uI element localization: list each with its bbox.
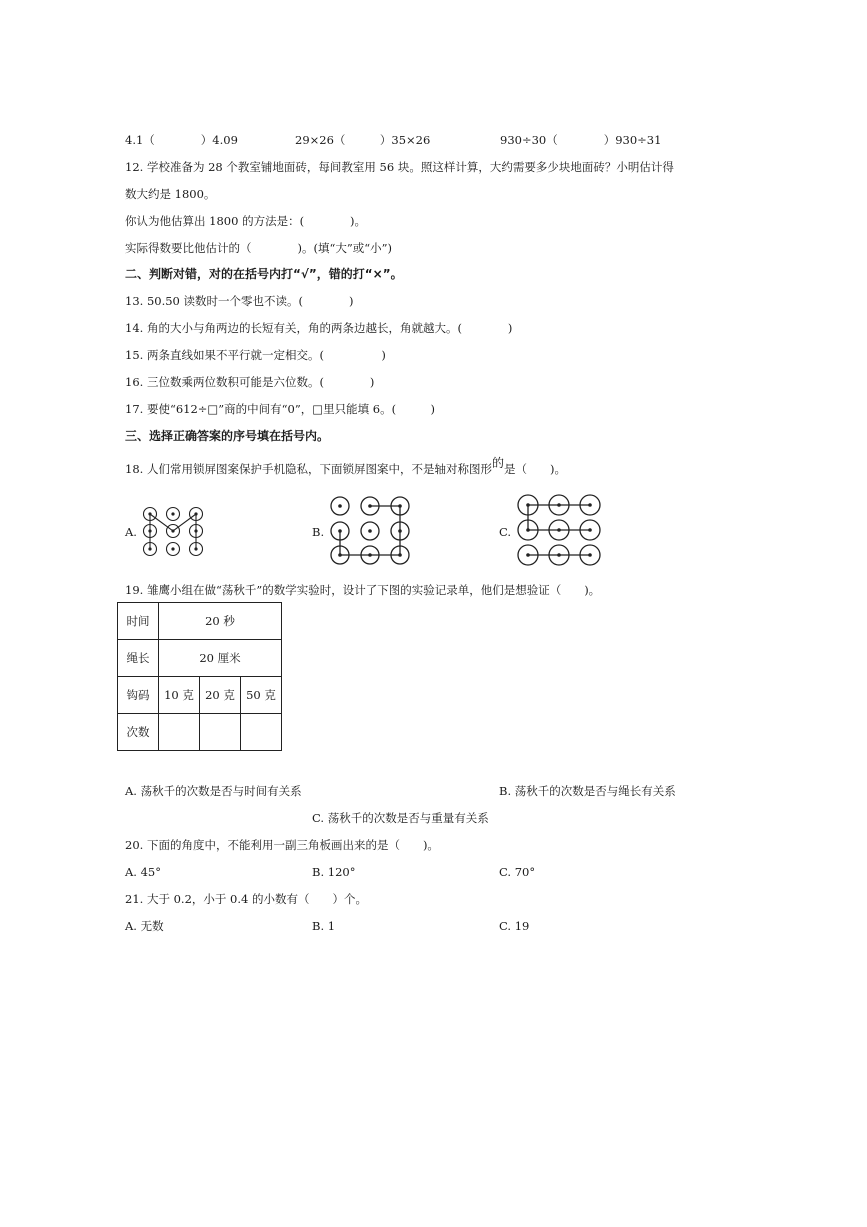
q20-option-b: B. 120° [312, 865, 356, 879]
table-cell [241, 714, 282, 751]
q18-option-a-label: A. [125, 525, 137, 539]
table-cell [200, 714, 241, 751]
table-cell: 绳长 [118, 640, 159, 677]
table-cell: 20 克 [200, 677, 241, 714]
q11-compare-a: 4.1（ ）4.09 [125, 133, 238, 147]
lock-pattern-c [516, 493, 608, 567]
q19-option-b: B. 荡秋千的次数是否与绳长有关系 [499, 784, 676, 798]
q11-compare-c: 930÷30（ ）930÷31 [500, 133, 662, 147]
q21-option-b: B. 1 [312, 919, 336, 933]
table-cell: 20 厘米 [159, 640, 282, 677]
table-row [118, 640, 282, 677]
q21-option-c: C. 19 [499, 919, 530, 933]
q12-line1: 12. 学校准备为 28 个教室铺地面砖，每间教室用 56 块。照这样计算，大约需要多少块地面砖？小明估计得 [125, 160, 674, 174]
q11-compare-b: 29×26（ ）35×26 [295, 133, 431, 147]
q18-option-c-label: C. [499, 525, 512, 539]
table-row [118, 714, 282, 751]
q15: 15. 两条直线如果不平行就一定相交。( ) [125, 348, 386, 362]
table-cell: 时间 [118, 603, 159, 640]
q20-stem: 20. 下面的角度中，不能利用一副三角板画出来的是（ )。 [125, 838, 439, 852]
q13: 13. 50.50 读数时一个零也不读。( ) [125, 294, 354, 308]
table-cell [159, 714, 200, 751]
q12-line2: 数大约是 1800。 [125, 187, 216, 201]
table-cell: 10 克 [159, 677, 200, 714]
q18-stem: 18. 人们常用锁屏图案保护手机隐私，下面锁屏图案中，不是轴对称图形的是（ )。 [125, 456, 566, 476]
q16: 16. 三位数乘两位数积可能是六位数。( ) [125, 375, 375, 389]
q21-option-a: A. 无数 [125, 919, 164, 933]
q12-line4: 实际得数要比他估计的（ )。(填“大”或“小”) [125, 241, 392, 255]
q20-option-c: C. 70° [499, 865, 536, 879]
q12-line3: 你认为他估算出 1800 的方法是：( )。 [125, 214, 367, 228]
table-cell: 钩码 [118, 677, 159, 714]
q21-stem: 21. 大于 0.2，小于 0.4 的小数有（ ）个。 [125, 892, 367, 906]
q19-option-c: C. 荡秋千的次数是否与重量有关系 [312, 811, 489, 825]
lock-pattern-b [328, 494, 414, 566]
lock-pattern-a [138, 502, 208, 562]
table-cell: 50 克 [241, 677, 282, 714]
q19-stem: 19. 雏鹰小组在做“荡秋千”的数学实验时，设计了下图的实验记录单，他们是想验证（ )。 [125, 583, 601, 597]
q20-option-a: A. 45° [125, 865, 161, 879]
q17: 17. 要使“612÷□”商的中间有“0”，□里只能填 6。( ) [125, 402, 436, 416]
experiment-record-table [117, 602, 282, 751]
table-row [118, 677, 282, 714]
table-cell: 次数 [118, 714, 159, 751]
table-row [118, 603, 282, 640]
section3-title: 三、选择正确答案的序号填在括号内。 [125, 429, 330, 443]
q18-option-b-label: B. [312, 525, 325, 539]
q14: 14. 角的大小与角两边的长短有关，角的两条边越长，角就越大。( ) [125, 321, 513, 335]
table-cell: 20 秒 [159, 603, 282, 640]
section2-title: 二、判断对错，对的在括号内打“√”，错的打“×”。 [125, 267, 403, 281]
q19-option-a: A. 荡秋千的次数是否与时间有关系 [125, 784, 302, 798]
